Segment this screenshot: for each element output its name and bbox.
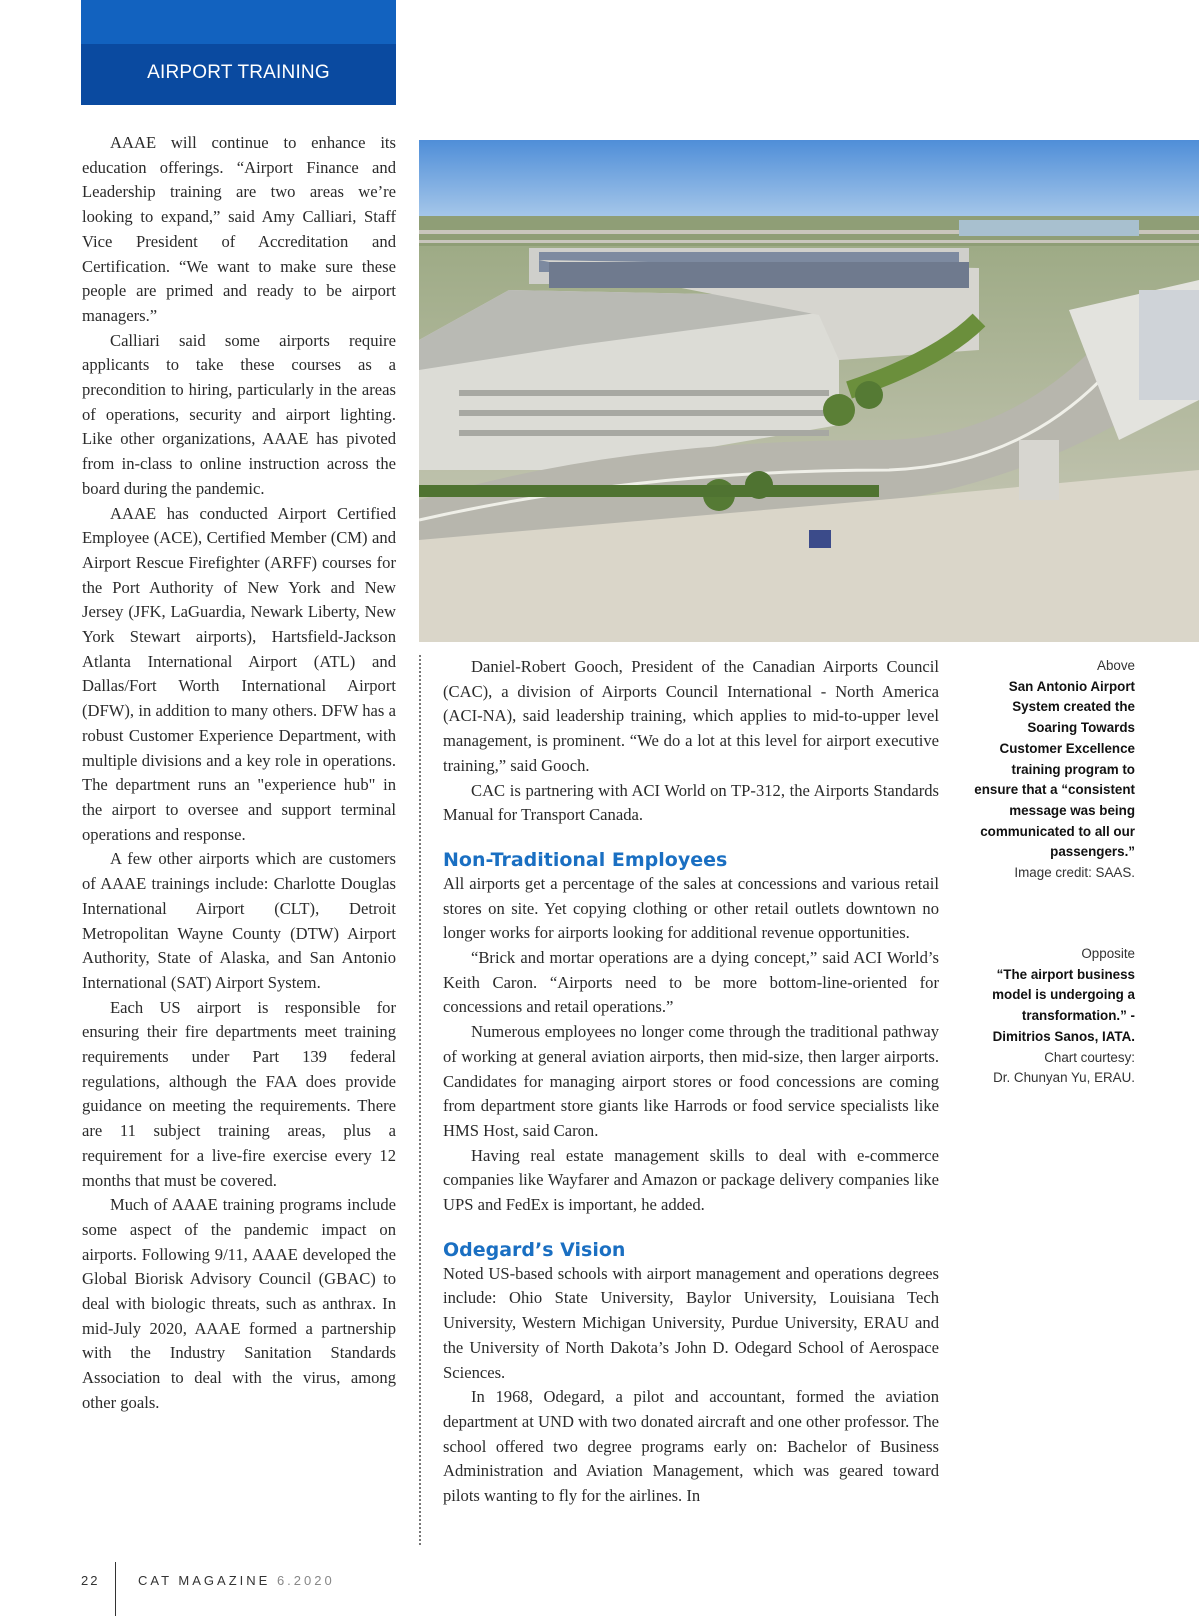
- caption-credit: Image credit: SAAS.: [1014, 865, 1135, 881]
- page-number: 22: [81, 1573, 100, 1588]
- paragraph: In 1968, Odegard, a pilot and accountant, formed the aviation department at UND with two donated aircraft and one other professor. The school offered two degree programs early on: Bachelor of Business Administration and Aviation Management, which was geared toward pilots wanting to fly for the airlines. In: [443, 1387, 939, 1506]
- caption-credit-label: Chart courtesy:: [1044, 1049, 1135, 1065]
- paragraph: CAC is partnering with ACI World on TP-312, the Airports Standards Manual for Transport Canada.: [443, 780, 939, 825]
- footer-divider: [115, 1562, 116, 1616]
- left-article-column: [82, 131, 396, 1416]
- chart-caption-opposite: [970, 944, 1135, 1089]
- paragraph: Daniel-Robert Gooch, President of the Canadian Airports Council (CAC), a division of Airports Council International - North America (ACI-NA), said leadership training, which applies to mid-to-upper level management, is prominent. “We do a lot at this level for airport executive training,” said Gooch.: [443, 657, 939, 775]
- paragraph: All airports get a percentage of the sales at concessions and various retail stores on site. Yet copying clothing or other retail outlets downtown no longer works for airports looking for additional revenue opportunities.: [443, 873, 939, 943]
- paragraph: Having real estate management skills to deal with e-commerce companies like Wayfarer and Amazon or package delivery companies like UPS and FedEx is important, he added.: [443, 1145, 939, 1215]
- caption-text: San Antonio Airport System created the Soaring Towards Customer Excellence training program to ensure that a “consistent message was being communicated to all our passengers.”: [974, 678, 1135, 860]
- section-heading-non-traditional: Non-Traditional Employees: [443, 848, 728, 871]
- paragraph: Each US airport is responsible for ensuring their fire departments meet training requirements under Part 139 federal regulations, although the FAA does provide guidance on meeting the requirements. There are 11 subject training areas, plus a requirement for a live-fire exercise every 12 months that must be covered.: [82, 997, 396, 1190]
- section-heading-odegard: Odegard’s Vision: [443, 1238, 626, 1261]
- magazine-issue: 6.2020: [276, 1573, 335, 1588]
- magazine-footer: [138, 1573, 335, 1588]
- column-divider: [419, 655, 421, 1545]
- aerial-airport-photo: [419, 140, 1199, 642]
- header-top-band: [81, 0, 396, 44]
- photo-caption-above: [970, 656, 1135, 884]
- section-label: AIRPORT TRAINING: [147, 62, 330, 83]
- middle-article-column: [443, 655, 939, 1509]
- magazine-name: CAT MAGAZINE: [138, 1573, 271, 1588]
- airport-photo-illustration: [419, 140, 1199, 642]
- paragraph: A few other airports which are customers of AAAE trainings include: Charlotte Douglas International Airport (CLT), Detroit Metropolitan Wayne County (DTW) Airport Authority, State of Alaska, and San Antonio International (SAT) Airport System.: [82, 849, 396, 992]
- paragraph: Calliari said some airports require applicants to take these courses as a precondition to hiring, particularly in the areas of operations, security and airport lighting. Like other organizations, AAAE has pivoted from in-class to online instruction across the board during the pandemic.: [82, 330, 396, 498]
- paragraph: “Brick and mortar operations are a dying concept,” said ACI World’s Keith Caron. “Airports need to be more bottom-line-oriented for concessions and retail operations.”: [443, 948, 939, 1017]
- caption-label: Opposite: [1081, 946, 1135, 961]
- paragraph: Much of AAAE training programs include some aspect of the pandemic impact on airports. Following 9/11, AAAE developed the Global Biorisk Advisory Council (GBAC) to deal with biologic threats, such as anthrax. In mid-July 2020, AAAE formed a partnership with the Industry Sanitation Standards Association to deal with the virus, among other goals.: [82, 1195, 396, 1412]
- caption-quote: “The airport business model is undergoing a transformation.” - Dimitrios Sanos, IATA.: [992, 966, 1135, 1044]
- paragraph: Noted US-based schools with airport management and operations degrees include: Ohio State University, Baylor University, Louisiana Tech University, Western Michigan University, Purdue University, ERAU and the University of North Dakota’s John D. Odegard School of Aerospace Sciences.: [443, 1263, 939, 1382]
- section-header-tab: [81, 0, 396, 105]
- caption-label: Above: [1097, 658, 1135, 673]
- paragraph: AAAE will continue to enhance its education offerings. “Airport Finance and Leadership training are two areas we’re looking to expand,” said Amy Calliari, Staff Vice President of Accreditation and Certification. “We want to make sure these people are primed and ready to be airport managers.”: [82, 133, 396, 325]
- paragraph: AAAE has conducted Airport Certified Employee (ACE), Certified Member (CM) and Airport Rescue Firefighter (ARFF) courses for the Port Authority of New York and New Jersey (JFK, LaGuardia, Newark Liberty, New York Stewart airports), Hartsfield-Jackson Atlanta International Airport (ATL) and Dallas/Fort Worth International Airport (DFW), in addition to many others. DFW has a robust Customer Experience Department, with multiple divisions and a key role in operations. The department runs an "experience hub" in the airport to oversee and support terminal operations and response.: [82, 503, 396, 844]
- caption-credit-name: Dr. Chunyan Yu, ERAU.: [993, 1070, 1135, 1086]
- paragraph: Numerous employees no longer come through the traditional pathway of working at general aviation airports, then mid-size, then larger airports. Candidates for managing airport stores or food concessions are coming from department store giants like Harrods or food service specialists like HMS Host, said Caron.: [443, 1022, 939, 1140]
